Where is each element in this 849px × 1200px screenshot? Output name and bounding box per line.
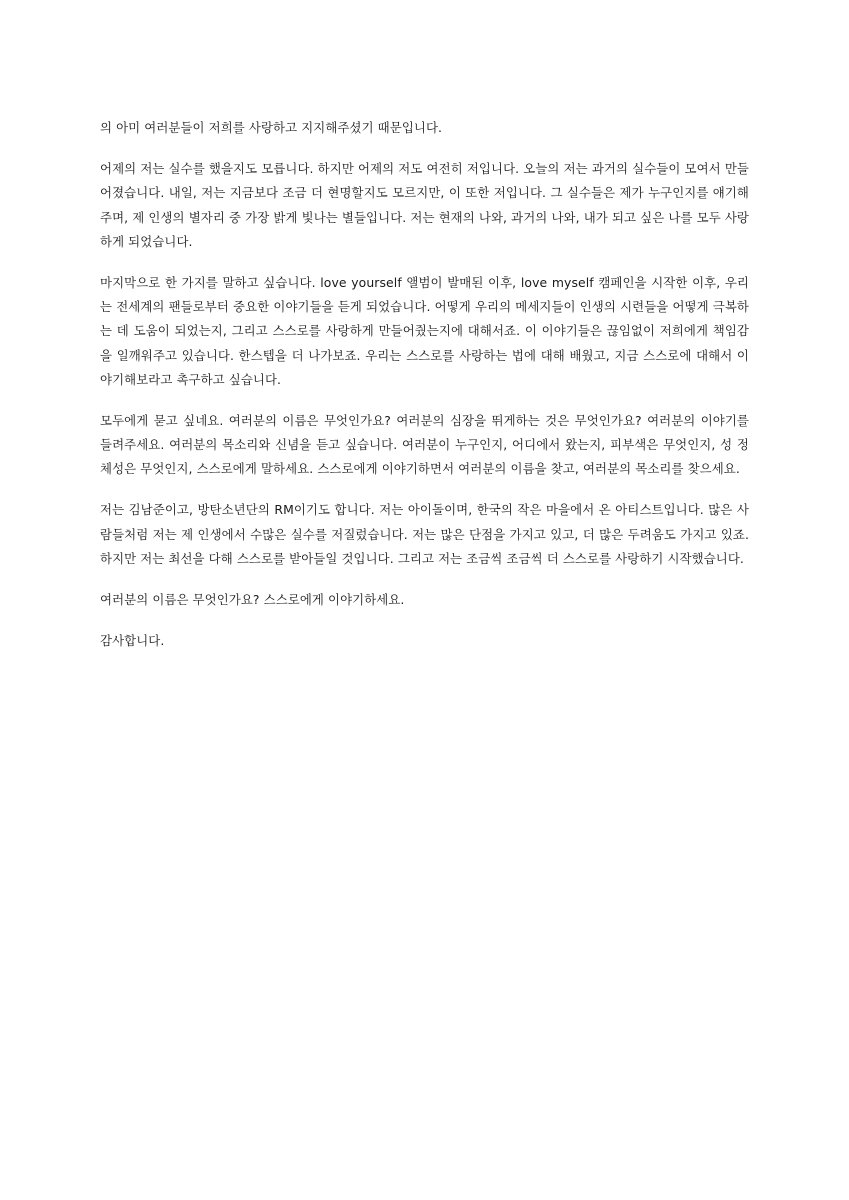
document-body — [100, 116, 749, 653]
paragraph-1: 의 아미 여러분들이 저희를 사랑하고 지지해주셨기 때문입니다. — [100, 120, 443, 135]
paragraph-5: 저는 김남준이고, 방탄소년단의 RM이기도 합니다. 저는 아이돌이며, 한국의 작은 마을에서 온 아티스트입니다. 많은 사람들처럼 저는 제 인생에서 수많은 실수를 저질렀습니다. 저는 많은 단점을 가지고 있고, 더 많은 두려움도 가지고 있죠. 하지만 저는 최선을 다해 스스로를 받아들일 것입니다. 그리고 저는 조금씩 조금씩 더 스스로를 사랑하기 시작했습니다. — [100, 502, 749, 566]
paragraph-3: 마지막으로 한 가지를 말하고 싶습니다. love yourself 앨범이 발매된 이후, love myself 캠페인을 시작한 이후, 우리는 전세계의 팬들로부터 중요한 이야기들을 듣게 되었습니다. 어떻게 우리의 메세지들이 인생의 시련들을 어떻게 극복하는 데 도움이 되었는지, 그리고 스스로를 사랑하게 만들어줬는지에 대해서죠. 이 이야기들은 끊임없이 저희에게 책임감을 일깨워주고 있습니다. 한스텝을 더 나가보죠. 우리는 스스로를 사랑하는 법에 대해 배웠고, 지금 스스로에 대해서 이야기해보라고 촉구하고 싶습니다. — [100, 274, 749, 387]
paragraph-6: 여러분의 이름은 무엇인가요? 스스로에게 이야기하세요. — [100, 592, 405, 607]
paragraph-4: 모두에게 묻고 싶네요. 여러분의 이름은 무엇인가요? 여러분의 심장을 뛰게하는 것은 무엇인가요? 여러분의 이야기를 들려주세요. 여러분의 목소리와 신념을 듣고 싶습니다. 여러분이 누구인지, 어디에서 왔는지, 피부색은 무엇인지, 성 정체성은 무엇인지, 스스로에게 말하세요. 스스로에게 이야기하면서 여러분의 이름을 찾고, 여러분의 목소리를 찾으세요. — [100, 412, 749, 477]
paragraph-2: 어제의 저는 실수를 했을지도 모릅니다. 하지만 어제의 저도 여전히 저입니다. 오늘의 저는 과거의 실수들이 모여서 만들어졌습니다. 내일, 저는 지금보다 조금 더 현명할지도 모르지만, 이 또한 저입니다. 그 실수들은 제가 누구인지를 얘기해주며, 제 인생의 별자리 중 가장 밝게 빛나는 별들입니다. 저는 현재의 나와, 과거의 나와, 내가 되고 싶은 나를 모두 사랑하게 되었습니다. — [100, 161, 749, 249]
paragraph-7: 감사합니다. — [100, 633, 165, 649]
